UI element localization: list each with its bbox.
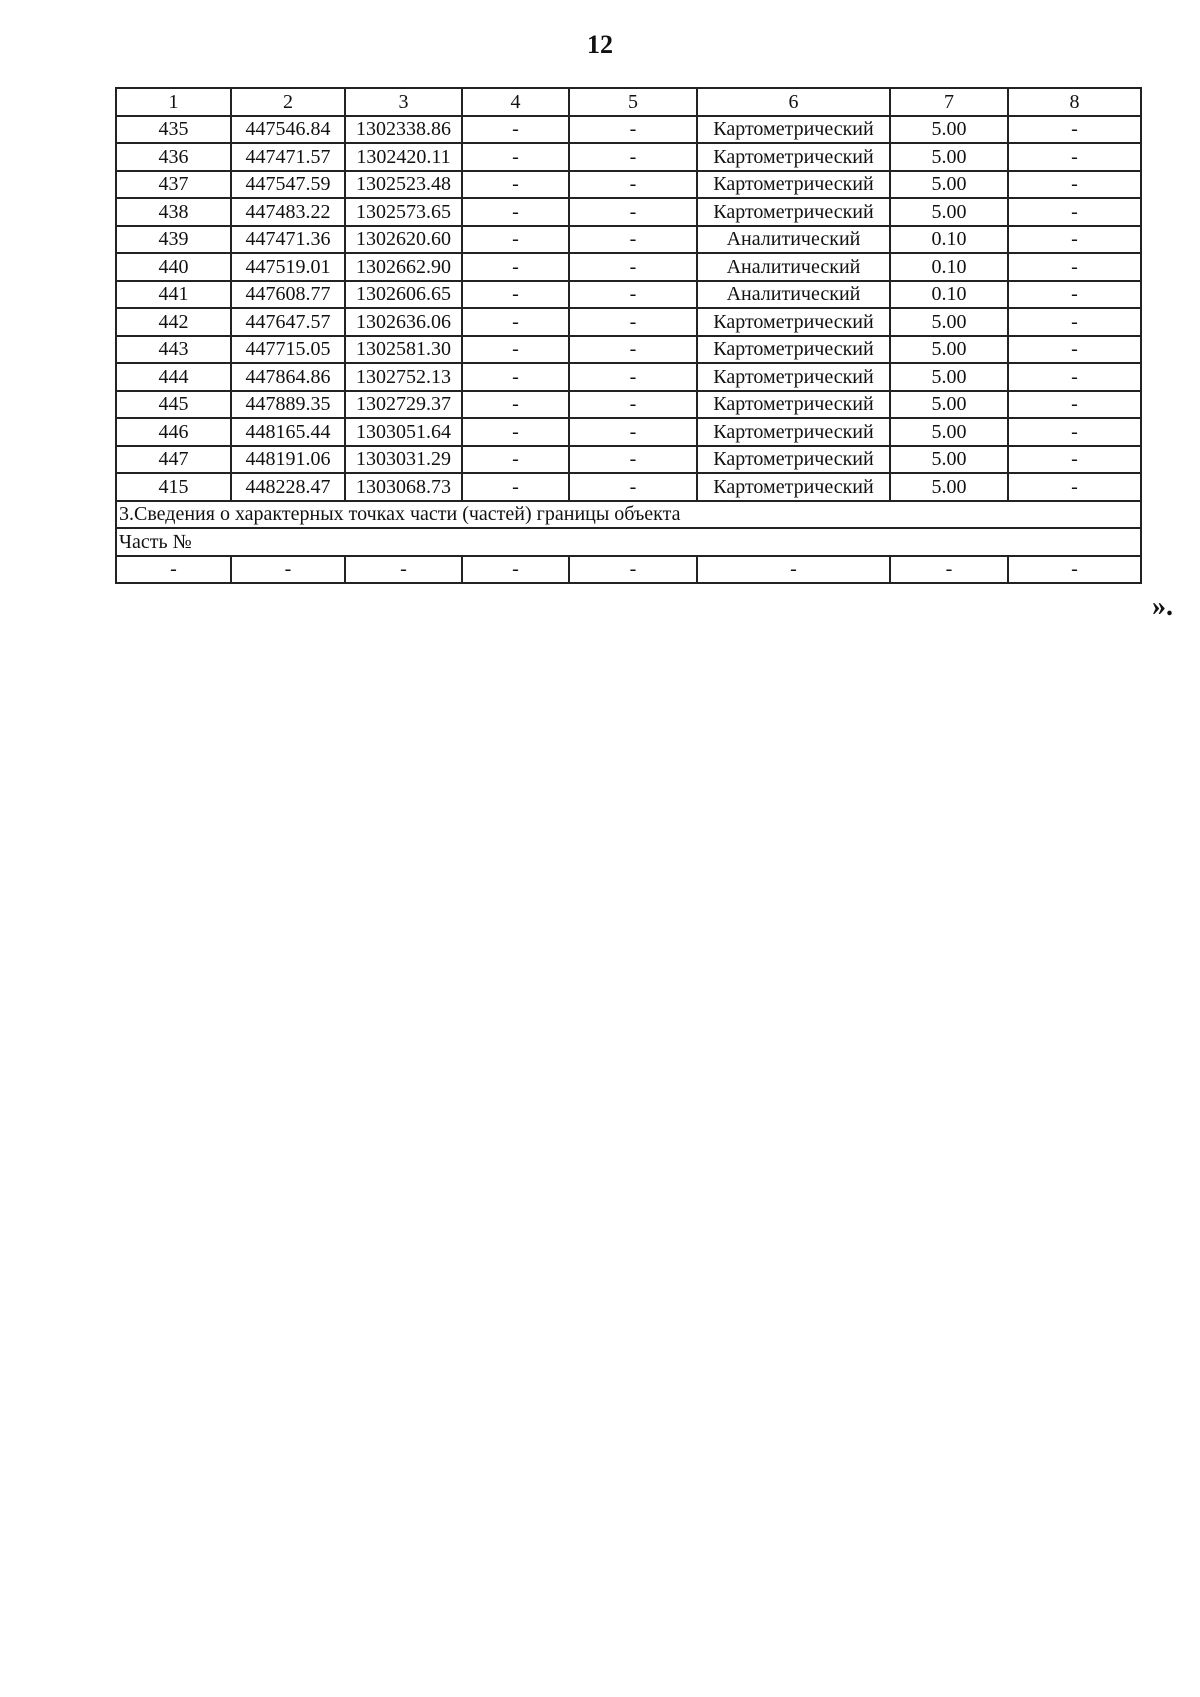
header-cell: 1 [116,88,231,116]
table-row [116,418,1141,446]
table-cell: - [1008,116,1141,144]
table-cell: 1303031.29 [345,446,462,474]
table-cell: Картометрический [697,391,890,419]
table-cell: 1302420.11 [345,143,462,171]
table-cell: - [462,473,569,501]
table-cell: Картометрический [697,446,890,474]
table-cell: 447471.57 [231,143,345,171]
table-row [116,253,1141,281]
table-cell: 1302729.37 [345,391,462,419]
table-cell: 447647.57 [231,308,345,336]
table-cell: 5.00 [890,116,1008,144]
section-title-row [116,501,1141,529]
table-cell: - [231,556,345,584]
table-cell: - [462,253,569,281]
table-cell: - [462,336,569,364]
table-cell: - [462,281,569,309]
table-cell: Картометрический [697,171,890,199]
table-cell: - [569,198,697,226]
table-cell: 5.00 [890,198,1008,226]
table-cell: 447483.22 [231,198,345,226]
table-cell: 5.00 [890,418,1008,446]
table-cell: 1302581.30 [345,336,462,364]
table-cell: 5.00 [890,143,1008,171]
table-cell: - [1008,198,1141,226]
table-cell: 5.00 [890,171,1008,199]
table-row [116,281,1141,309]
table-cell: 1303051.64 [345,418,462,446]
table-cell: 1302752.13 [345,363,462,391]
header-cell: 6 [697,88,890,116]
table-cell: - [462,116,569,144]
table-header-row [116,88,1141,116]
table-cell: - [569,143,697,171]
table-cell: 1302620.60 [345,226,462,254]
table-cell: 447 [116,446,231,474]
header-cell: 8 [1008,88,1141,116]
table-cell: 444 [116,363,231,391]
table-cell: 0.10 [890,253,1008,281]
table-row [116,143,1141,171]
table-cell: 441 [116,281,231,309]
table-cell: - [462,308,569,336]
table-cell: 5.00 [890,446,1008,474]
table-cell: - [1008,171,1141,199]
table-row [116,116,1141,144]
table-cell: - [569,446,697,474]
table-cell: - [462,418,569,446]
table-cell: - [462,143,569,171]
header-cell: 5 [569,88,697,116]
table-row [116,363,1141,391]
table-cell: - [462,226,569,254]
table-cell: - [569,418,697,446]
table-cell: 435 [116,116,231,144]
table-cell: 448165.44 [231,418,345,446]
table-row [116,308,1141,336]
table-cell: - [462,556,569,584]
table-cell: - [569,253,697,281]
table-cell: 447715.05 [231,336,345,364]
table-row [116,391,1141,419]
part-label-row [116,528,1141,556]
table-cell: 0.10 [890,226,1008,254]
header-cell: 7 [890,88,1008,116]
table-cell: 0.10 [890,281,1008,309]
table-cell: - [569,281,697,309]
table-cell: 440 [116,253,231,281]
table-cell: 1302662.90 [345,253,462,281]
table-cell: 437 [116,171,231,199]
table-cell: 447608.77 [231,281,345,309]
table-cell: - [462,446,569,474]
table-cell: - [1008,253,1141,281]
table-cell: - [1008,226,1141,254]
table-cell: Картометрический [697,473,890,501]
table-cell: - [1008,391,1141,419]
table-cell: - [116,556,231,584]
table-cell: 446 [116,418,231,446]
empty-part-row [116,556,1141,584]
table-cell: 5.00 [890,308,1008,336]
header-cell: 2 [231,88,345,116]
table-cell: - [1008,556,1141,584]
table-cell: - [569,171,697,199]
closing-quote-mark: ». [1152,591,1173,622]
table-cell: - [569,336,697,364]
table-cell: Картометрический [697,308,890,336]
table-cell: 447889.35 [231,391,345,419]
section-title: 3.Сведения о характерных точках части (частей) границы объекта [116,501,1141,529]
table-row [116,336,1141,364]
table-cell: - [1008,281,1141,309]
table-cell: 447519.01 [231,253,345,281]
table-cell: Картометрический [697,143,890,171]
table-cell: 1302636.06 [345,308,462,336]
table-cell: - [462,198,569,226]
table-cell: 415 [116,473,231,501]
table-cell: - [1008,143,1141,171]
table-cell: 5.00 [890,363,1008,391]
header-cell: 3 [345,88,462,116]
table-cell: - [462,391,569,419]
table-cell: 5.00 [890,336,1008,364]
table-cell: 438 [116,198,231,226]
table-cell: Аналитический [697,281,890,309]
table-cell: 443 [116,336,231,364]
table-cell: - [1008,418,1141,446]
table-cell: - [1008,336,1141,364]
table-cell: 447864.86 [231,363,345,391]
table-cell: 5.00 [890,473,1008,501]
table-cell: - [1008,308,1141,336]
table-cell: 1303068.73 [345,473,462,501]
table-row [116,198,1141,226]
table-cell: 1302338.86 [345,116,462,144]
table-cell: - [462,363,569,391]
table-cell: 1302606.65 [345,281,462,309]
table-row [116,226,1141,254]
table-cell: 442 [116,308,231,336]
table-cell: - [697,556,890,584]
table-cell: 448228.47 [231,473,345,501]
table-cell: - [569,556,697,584]
table-cell: - [1008,473,1141,501]
table-cell: - [569,116,697,144]
boundary-points-table [115,87,1142,584]
table-cell: Картометрический [697,198,890,226]
table-cell: - [345,556,462,584]
table-cell: 1302573.65 [345,198,462,226]
table-cell: - [1008,446,1141,474]
table-cell: Аналитический [697,253,890,281]
page-number: 12 [587,30,613,59]
table-cell: - [890,556,1008,584]
table-cell: 5.00 [890,391,1008,419]
table-cell: - [1008,363,1141,391]
table-cell: Аналитический [697,226,890,254]
table-cell: Картометрический [697,363,890,391]
table-cell: 439 [116,226,231,254]
table-cell: - [569,363,697,391]
table-row [116,473,1141,501]
table-cell: 436 [116,143,231,171]
table-cell: - [569,308,697,336]
header-cell: 4 [462,88,569,116]
table-cell: - [569,226,697,254]
table-cell: 447546.84 [231,116,345,144]
table-cell: 445 [116,391,231,419]
table-cell: - [569,391,697,419]
table-cell: Картометрический [697,116,890,144]
table-cell: 447471.36 [231,226,345,254]
table-cell: 1302523.48 [345,171,462,199]
table-cell: 448191.06 [231,446,345,474]
table-row [116,171,1141,199]
table-cell: Картометрический [697,336,890,364]
table-cell: - [569,473,697,501]
table-cell: 447547.59 [231,171,345,199]
part-label: Часть № [116,528,1141,556]
table-cell: - [462,171,569,199]
table-cell: Картометрический [697,418,890,446]
table-row [116,446,1141,474]
